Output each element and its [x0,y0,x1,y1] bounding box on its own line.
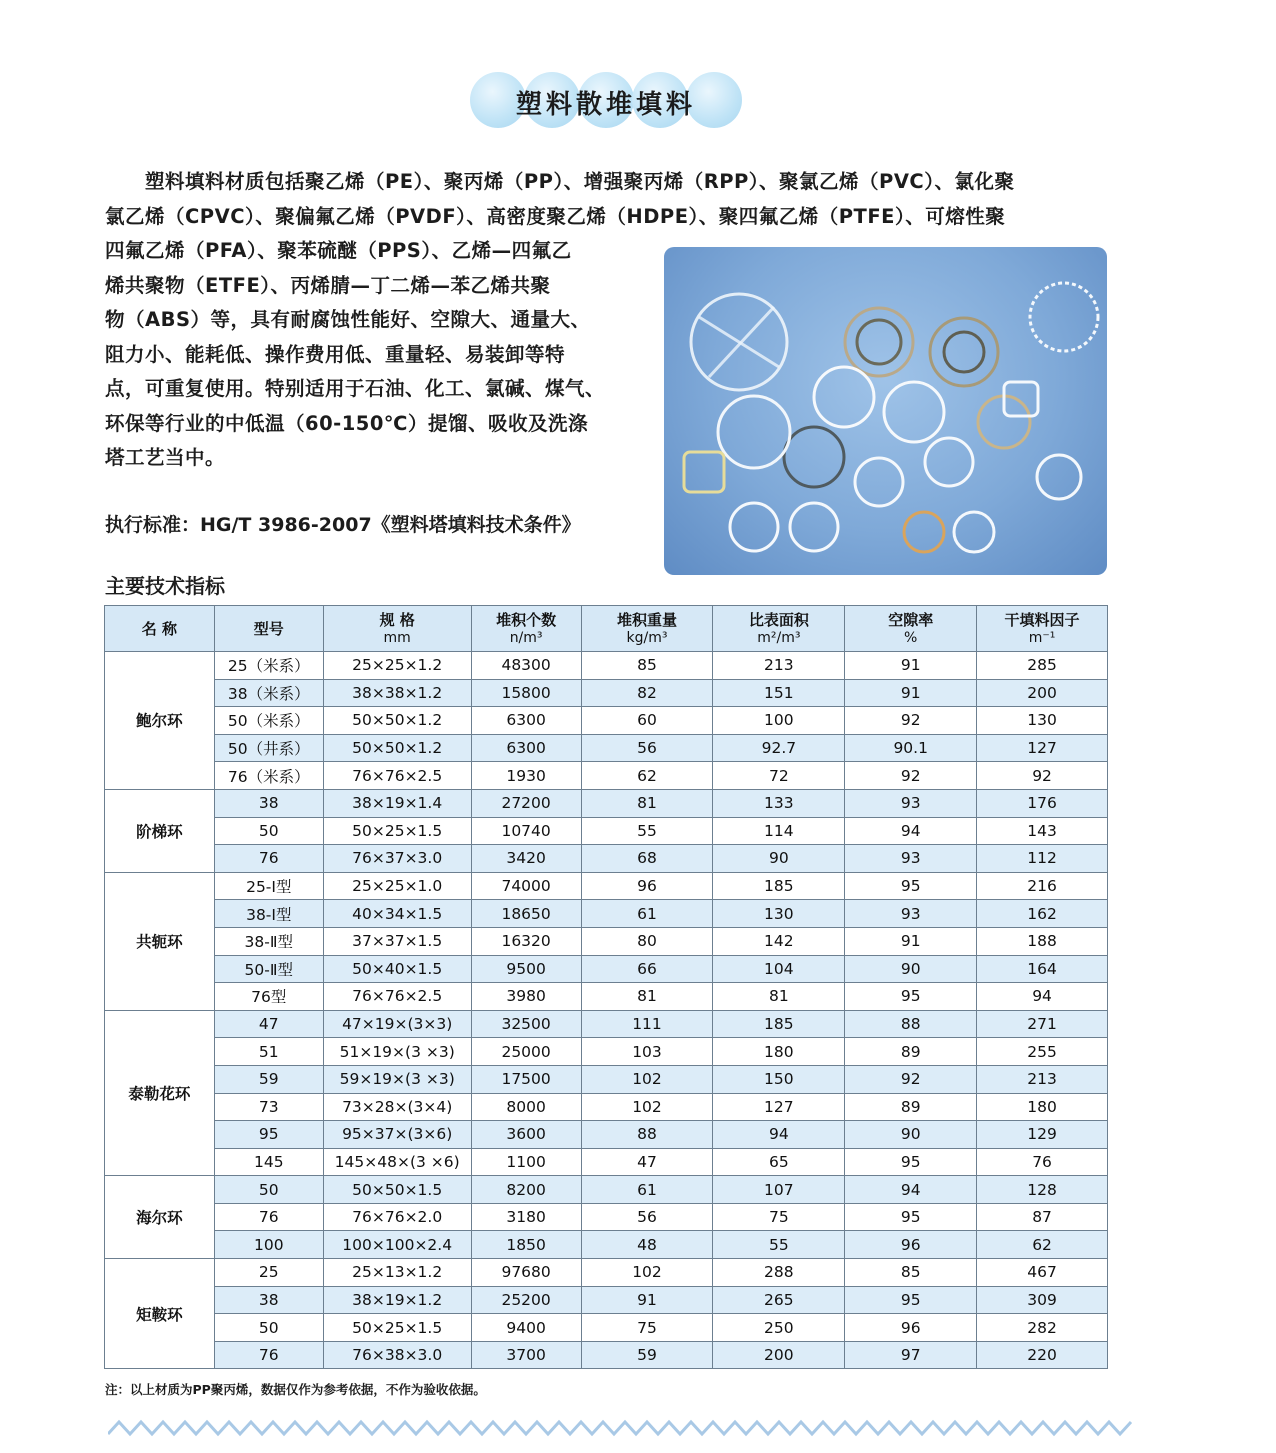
column-header [713,606,845,652]
table-cell: 213 [977,1065,1108,1093]
intro-line: 塔工艺当中。 [105,446,226,469]
table-cell: 288 [713,1259,845,1287]
table-cell: 76 [214,845,323,873]
table-cell: 112 [977,845,1108,873]
column-header-label: 型号 [253,619,284,638]
table-cell: 250 [713,1314,845,1342]
table-row [105,652,1108,680]
table-cell: 68 [581,845,713,873]
table-cell: 93 [845,900,977,928]
table-cell: 38×38×1.2 [323,679,471,707]
table-cell: 130 [713,900,845,928]
table-cell: 92 [977,762,1108,790]
table-cell: 143 [977,817,1108,845]
table-row [105,1093,1108,1121]
table-cell: 38-Ⅱ型 [214,927,323,955]
table-cell: 89 [845,1038,977,1066]
table-cell: 129 [977,1121,1108,1149]
intro-line: 塑料填料材质包括聚乙烯（PE）、聚丙烯（PP）、增强聚丙烯（RPP）、聚氯乙烯（PVC）、氯化聚 [145,170,1015,193]
column-header [105,606,215,652]
table-cell: 75 [581,1314,713,1342]
table-cell: 97680 [471,1259,581,1287]
table-row [105,817,1108,845]
table-cell: 180 [977,1093,1108,1121]
table-cell: 62 [977,1231,1108,1259]
table-row [105,1010,1108,1038]
table-row [105,1176,1108,1204]
table-cell: 76×76×2.0 [323,1203,471,1231]
packing-type-name: 共轭环 [105,872,215,1010]
table-cell: 3980 [471,983,581,1011]
column-header [977,606,1108,652]
table-row [105,1259,1108,1287]
table-row [105,1231,1108,1259]
table-cell: 95×37×(3×6) [323,1121,471,1149]
table-cell: 185 [713,1010,845,1038]
product-photo [664,247,1107,575]
table-row [105,1286,1108,1314]
table-cell: 92 [845,707,977,735]
table-row [105,1341,1108,1369]
column-header [581,606,713,652]
table-cell: 51 [214,1038,323,1066]
column-header-unit: n/m³ [509,629,543,646]
table-cell: 76（米系） [214,762,323,790]
table-cell: 10740 [471,817,581,845]
table-cell: 114 [713,817,845,845]
page-title: 塑料散堆填料 [515,90,696,120]
table-cell: 38×19×1.4 [323,789,471,817]
table-header-row [105,606,1108,652]
table-cell: 76 [214,1341,323,1369]
table-cell: 8000 [471,1093,581,1121]
intro-line: 氯乙烯（CPVC）、聚偏氟乙烯（PVDF）、高密度聚乙烯（HDPE）、聚四氟乙烯（PTFE）、可熔性聚 [105,204,1006,228]
table-cell: 16320 [471,927,581,955]
table-cell: 176 [977,789,1108,817]
table-cell: 66 [581,955,713,983]
table-cell: 65 [713,1148,845,1176]
table-cell: 91 [581,1286,713,1314]
table-cell: 164 [977,955,1108,983]
table-cell: 9400 [471,1314,581,1342]
column-header-unit: kg/m³ [626,629,668,646]
table-cell: 133 [713,789,845,817]
table-cell: 102 [581,1065,713,1093]
table-cell: 285 [977,652,1108,680]
table-cell: 91 [845,927,977,955]
table-cell: 38（米系） [214,679,323,707]
table-cell: 265 [713,1286,845,1314]
table-cell: 94 [977,983,1108,1011]
table-row [105,679,1108,707]
table-cell: 282 [977,1314,1108,1342]
table-cell: 93 [845,789,977,817]
table-cell: 145 [214,1148,323,1176]
packing-illustration [664,247,1107,575]
table-cell: 111 [581,1010,713,1038]
table-cell: 3180 [471,1203,581,1231]
packing-type-name: 泰勒花环 [105,1010,215,1176]
table-cell: 76型 [214,983,323,1011]
table-cell: 56 [581,734,713,762]
table-cell: 76 [214,1203,323,1231]
table-cell: 40×34×1.5 [323,900,471,928]
table-cell: 188 [977,927,1108,955]
table-cell: 55 [581,817,713,845]
table-cell: 90 [845,955,977,983]
table-cell: 25×13×1.2 [323,1259,471,1287]
table-cell: 61 [581,1176,713,1204]
table-row [105,1203,1108,1231]
table-cell: 47 [581,1148,713,1176]
table-cell: 25×25×1.2 [323,652,471,680]
table-cell: 6300 [471,707,581,735]
intro-line: 四氟乙烯（PFA）、聚苯硫醚（PPS）、乙烯—四氟乙 [105,239,572,262]
table-cell: 3700 [471,1341,581,1369]
table-cell: 73 [214,1093,323,1121]
table-cell: 50×50×1.5 [323,1176,471,1204]
table-cell: 216 [977,872,1108,900]
table-cell: 50×25×1.5 [323,1314,471,1342]
table-cell: 1850 [471,1231,581,1259]
table-cell: 151 [713,679,845,707]
table-cell: 81 [581,789,713,817]
table-cell: 6300 [471,734,581,762]
column-header [471,606,581,652]
table-row [105,955,1108,983]
table-cell: 3600 [471,1121,581,1149]
table-cell: 81 [713,983,845,1011]
packing-type-name: 海尔环 [105,1176,215,1259]
table-cell: 48 [581,1231,713,1259]
table-cell: 73×28×(3×4) [323,1093,471,1121]
table-row [105,762,1108,790]
column-header-label: 堆积重量 [616,610,677,629]
table-row [105,1038,1108,1066]
table-cell: 82 [581,679,713,707]
column-header-unit: m²/m³ [757,629,801,646]
table-cell: 92 [845,1065,977,1093]
table-cell: 59×19×(3 ×3) [323,1065,471,1093]
column-header-label: 规 格 [379,610,415,629]
table-cell: 91 [845,679,977,707]
table-row [105,900,1108,928]
table-cell: 1930 [471,762,581,790]
table-cell: 25000 [471,1038,581,1066]
table-cell: 15800 [471,679,581,707]
table-row [105,789,1108,817]
table-cell: 180 [713,1038,845,1066]
table-cell: 104 [713,955,845,983]
column-header-label: 干填料因子 [1004,610,1080,629]
packing-type-name: 阶梯环 [105,789,215,872]
table-cell: 271 [977,1010,1108,1038]
table-cell: 25200 [471,1286,581,1314]
table-cell: 142 [713,927,845,955]
table-cell: 127 [977,734,1108,762]
table-cell: 102 [581,1259,713,1287]
footnote: 注：以上材质为PP聚丙烯，数据仅作为参考依据，不作为验收依据。 [105,1382,486,1397]
table-cell: 76×76×2.5 [323,762,471,790]
table-row [105,707,1108,735]
table-cell: 92 [845,762,977,790]
table-cell: 95 [845,1148,977,1176]
table-row [105,845,1108,873]
table-cell: 76×76×2.5 [323,983,471,1011]
table-cell: 37×37×1.5 [323,927,471,955]
table-cell: 467 [977,1259,1108,1287]
table-cell: 95 [845,1203,977,1231]
table-cell: 89 [845,1093,977,1121]
table-cell: 309 [977,1286,1108,1314]
table-cell: 38-Ⅰ型 [214,900,323,928]
table-row [105,927,1108,955]
table-cell: 50 [214,817,323,845]
table-cell: 76×37×3.0 [323,845,471,873]
table-cell: 100×100×2.4 [323,1231,471,1259]
table-cell: 185 [713,872,845,900]
column-header-unit: m⁻¹ [1028,629,1056,646]
table-cell: 47×19×(3×3) [323,1010,471,1038]
table-cell: 25-Ⅰ型 [214,872,323,900]
table-row [105,734,1108,762]
table-cell: 107 [713,1176,845,1204]
table-cell: 90 [713,845,845,873]
table-cell: 50（井系） [214,734,323,762]
spec-table [104,605,1108,1369]
table-cell: 90 [845,1121,977,1149]
table-cell: 200 [713,1341,845,1369]
packing-type-name: 矩鞍环 [105,1259,215,1369]
packing-type-name: 鲍尔环 [105,652,215,790]
table-cell: 90.1 [845,734,977,762]
table-cell: 88 [845,1010,977,1038]
table-cell: 72 [713,762,845,790]
table-cell: 85 [581,652,713,680]
table-cell: 75 [713,1203,845,1231]
column-header-label: 空隙率 [888,610,934,629]
intro-line: 点，可重复使用。特别适用于石油、化工、氯碱、煤气、 [105,377,606,400]
table-cell: 50-Ⅱ型 [214,955,323,983]
table-cell: 80 [581,927,713,955]
column-header-label: 名 称 [141,619,178,638]
table-cell: 51×19×(3 ×3) [323,1038,471,1066]
table-cell: 145×48×(3 ×6) [323,1148,471,1176]
table-cell: 91 [845,652,977,680]
table-cell: 25（米系） [214,652,323,680]
table-cell: 255 [977,1038,1108,1066]
table-cell: 38 [214,1286,323,1314]
table-cell: 100 [713,707,845,735]
column-header [323,606,471,652]
column-header-unit: % [904,629,918,646]
table-cell: 95 [845,983,977,1011]
table-cell: 56 [581,1203,713,1231]
table-cell: 213 [713,652,845,680]
table-cell: 74000 [471,872,581,900]
intro-line: 环保等行业的中低温（60-150℃）提馏、吸收及洗涤 [105,411,589,435]
table-cell: 48300 [471,652,581,680]
table-cell: 50×50×1.2 [323,707,471,735]
table-cell: 103 [581,1038,713,1066]
intro-line: 烯共聚物（ETFE）、丙烯腈—丁二烯—苯乙烯共聚 [105,273,551,297]
table-cell: 3420 [471,845,581,873]
table-cell: 93 [845,845,977,873]
table-cell: 27200 [471,789,581,817]
table-cell: 38×19×1.2 [323,1286,471,1314]
table-cell: 96 [581,872,713,900]
table-cell: 9500 [471,955,581,983]
column-header [845,606,977,652]
intro-line: 物（ABS）等，具有耐腐蚀性能好、空隙大、通量大、 [105,308,591,331]
table-cell: 76 [977,1148,1108,1176]
title-banner [470,72,742,128]
table-cell: 76×38×3.0 [323,1341,471,1369]
table-row [105,983,1108,1011]
table-cell: 88 [581,1121,713,1149]
table-cell: 1100 [471,1148,581,1176]
table-cell: 25 [214,1259,323,1287]
table-cell: 62 [581,762,713,790]
column-header-label: 比表面积 [748,610,809,629]
table-cell: 61 [581,900,713,928]
table-cell: 200 [977,679,1108,707]
table-cell: 50×40×1.5 [323,955,471,983]
table-cell: 50×50×1.2 [323,734,471,762]
table-cell: 50 [214,1314,323,1342]
table-cell: 87 [977,1203,1108,1231]
table-cell: 47 [214,1010,323,1038]
table-cell: 32500 [471,1010,581,1038]
table-cell: 50（米系） [214,707,323,735]
intro-line: 阻力小、能耗低、操作费用低、重量轻、易装卸等特 [105,342,566,366]
table-cell: 59 [214,1065,323,1093]
table-cell: 18650 [471,900,581,928]
table-cell: 17500 [471,1065,581,1093]
table-cell: 94 [713,1121,845,1149]
table-cell: 25×25×1.0 [323,872,471,900]
table-cell: 127 [713,1093,845,1121]
table-row [105,1121,1108,1149]
table-cell: 92.7 [713,734,845,762]
table-row [105,1314,1108,1342]
table-cell: 81 [581,983,713,1011]
column-header-label: 堆积个数 [496,610,557,629]
table-cell: 50 [214,1176,323,1204]
table-cell: 60 [581,707,713,735]
table-cell: 94 [845,817,977,845]
column-header [214,606,323,652]
table-cell: 150 [713,1065,845,1093]
table-cell: 94 [845,1176,977,1204]
execution-standard: 执行标准：HG/T 3986-2007《塑料塔填料技术条件》 [105,514,581,536]
section-title: 主要技术指标 [105,574,225,598]
table-cell: 128 [977,1176,1108,1204]
table-cell: 95 [845,1286,977,1314]
table-cell: 50×25×1.5 [323,817,471,845]
table-row [105,1148,1108,1176]
table-row [105,872,1108,900]
table-cell: 55 [713,1231,845,1259]
table-cell: 100 [214,1231,323,1259]
table-cell: 95 [214,1121,323,1149]
zigzag-border [108,1418,1133,1438]
table-cell: 8200 [471,1176,581,1204]
table-cell: 102 [581,1093,713,1121]
table-cell: 220 [977,1341,1108,1369]
table-row [105,1065,1108,1093]
table-cell: 38 [214,789,323,817]
table-cell: 162 [977,900,1108,928]
table-cell: 59 [581,1341,713,1369]
table-cell: 130 [977,707,1108,735]
table-cell: 96 [845,1231,977,1259]
column-header-unit: mm [383,629,411,646]
table-cell: 85 [845,1259,977,1287]
table-cell: 97 [845,1341,977,1369]
table-cell: 95 [845,872,977,900]
table-cell: 96 [845,1314,977,1342]
